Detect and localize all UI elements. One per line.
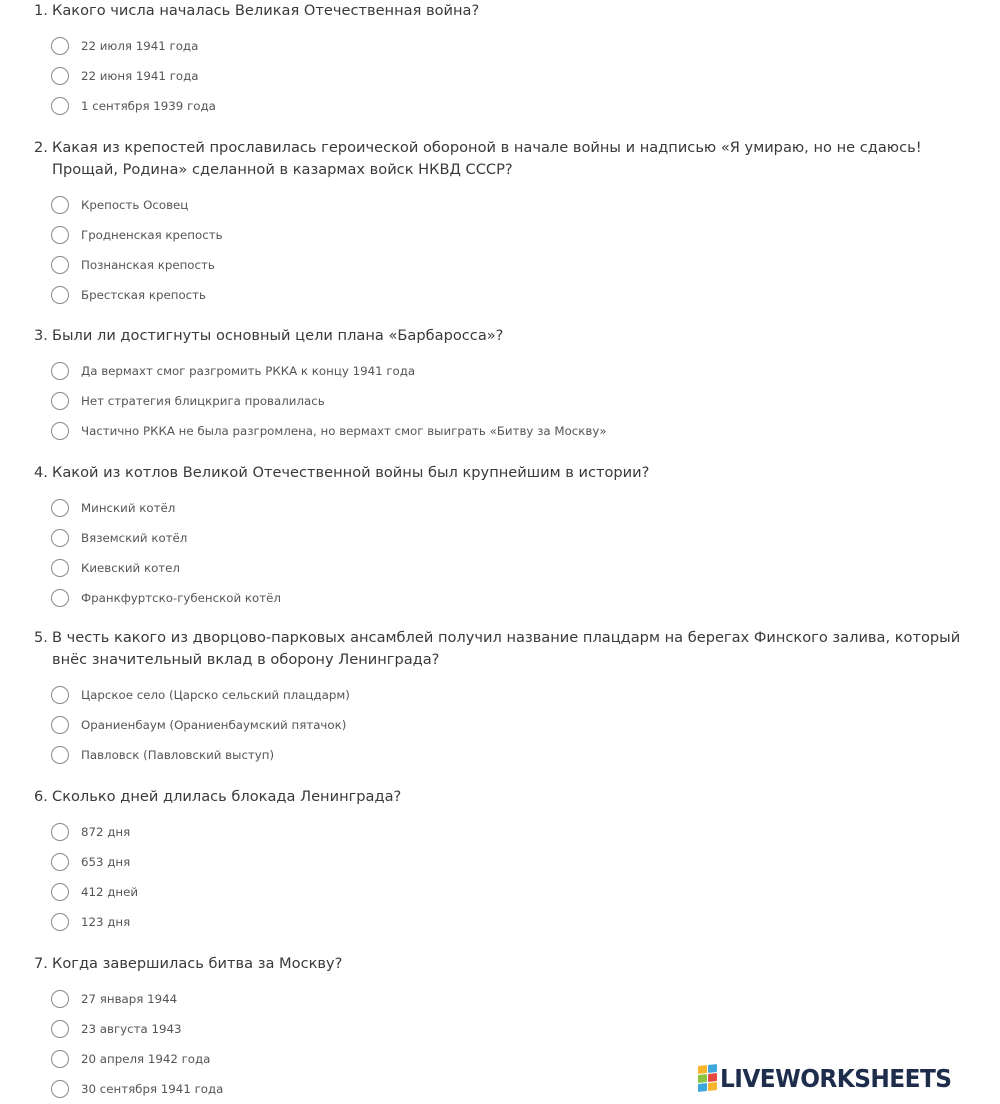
options-list <box>34 190 984 310</box>
question-number: 1. <box>34 2 48 19</box>
option[interactable] <box>34 280 984 310</box>
question-body: Сколько дней длилась блокада Ленинграда? <box>52 788 402 805</box>
option[interactable] <box>34 553 984 583</box>
option[interactable] <box>34 984 984 1014</box>
option-label: Гродненская крепость <box>81 228 223 242</box>
options-list <box>34 680 984 770</box>
option[interactable] <box>34 740 984 770</box>
question-number: 7. <box>34 955 48 972</box>
option-label: 412 дней <box>81 885 139 899</box>
option-label: Царское село (Царско сельский плацдарм) <box>81 688 350 702</box>
option[interactable] <box>34 1014 984 1044</box>
question-4 <box>34 462 984 613</box>
option-label: 123 дня <box>81 915 131 929</box>
option-label: Частично РККА не была разгромлена, но вермахт смог выиграть «Битву за Москву» <box>81 424 607 438</box>
radio-button[interactable] <box>51 226 69 244</box>
option-label: Брестская крепость <box>81 288 206 302</box>
radio-button[interactable] <box>51 67 69 85</box>
radio-button[interactable] <box>51 97 69 115</box>
option-label: 22 июля 1941 года <box>81 39 199 53</box>
option-label: 20 апреля 1942 года <box>81 1052 211 1066</box>
question-body: Какая из крепостей прославилась героической обороной в начале войны и надписью «Я умираю, но не сдаюсь! Прощай, Родина» сделанной в казармах войск НКВД СССР? <box>52 139 922 178</box>
option[interactable] <box>34 523 984 553</box>
option-label: 872 дня <box>81 825 131 839</box>
question-number: 6. <box>34 788 48 805</box>
question-body: Были ли достигнуты основный цели плана «Барбаросса»? <box>52 327 504 344</box>
radio-button[interactable] <box>51 286 69 304</box>
question-6 <box>34 786 984 937</box>
option[interactable] <box>34 680 984 710</box>
options-list <box>34 817 984 937</box>
question-text <box>34 0 984 22</box>
question-number: 5. <box>34 629 48 646</box>
radio-button[interactable] <box>51 883 69 901</box>
option-label: Павловск (Павловский выступ) <box>81 748 275 762</box>
options-list <box>34 493 984 613</box>
option[interactable] <box>34 356 984 386</box>
radio-button[interactable] <box>51 589 69 607</box>
option-label: Франкфуртско-губенской котёл <box>81 591 281 605</box>
option[interactable] <box>34 91 984 121</box>
question-body: Какой из котлов Великой Отечественной войны был крупнейшим в истории? <box>52 464 650 481</box>
radio-button[interactable] <box>51 196 69 214</box>
question-text <box>34 953 984 975</box>
question-body: Какого числа началась Великая Отечественная война? <box>52 2 480 19</box>
question-1 <box>34 0 984 121</box>
option-label: 653 дня <box>81 855 131 869</box>
option-label: Крепость Осовец <box>81 198 189 212</box>
question-body: Когда завершилась битва за Москву? <box>52 955 343 972</box>
option[interactable] <box>34 416 984 446</box>
radio-button[interactable] <box>51 37 69 55</box>
logo-text: LIVEWORKSHEETS <box>720 1063 952 1093</box>
liveworksheets-logo <box>698 1062 969 1094</box>
question-5 <box>34 627 984 770</box>
radio-button[interactable] <box>51 422 69 440</box>
radio-button[interactable] <box>51 1050 69 1068</box>
radio-button[interactable] <box>51 1080 69 1098</box>
option[interactable] <box>34 220 984 250</box>
question-number: 2. <box>34 139 48 156</box>
radio-button[interactable] <box>51 392 69 410</box>
radio-button[interactable] <box>51 1020 69 1038</box>
option-label: Да вермахт смог разгромить РККА к концу 1941 года <box>81 364 416 378</box>
option[interactable] <box>34 710 984 740</box>
question-body: В честь какого из дворцово-парковых ансамблей получил название плацдарм на берегах Финского залива, который внёс значительный вклад в оборону Ленинграда? <box>52 629 961 668</box>
options-list <box>34 31 984 121</box>
option[interactable] <box>34 817 984 847</box>
radio-button[interactable] <box>51 853 69 871</box>
option-label: 1 сентября 1939 года <box>81 99 216 113</box>
options-list <box>34 356 984 446</box>
question-3 <box>34 325 984 446</box>
option[interactable] <box>34 61 984 91</box>
option[interactable] <box>34 583 984 613</box>
radio-button[interactable] <box>51 256 69 274</box>
radio-button[interactable] <box>51 716 69 734</box>
question-number: 3. <box>34 327 48 344</box>
option[interactable] <box>34 847 984 877</box>
radio-button[interactable] <box>51 686 69 704</box>
option[interactable] <box>34 31 984 61</box>
radio-button[interactable] <box>51 529 69 547</box>
option-label: Минский котёл <box>81 501 176 515</box>
radio-button[interactable] <box>51 499 69 517</box>
radio-button[interactable] <box>51 559 69 577</box>
option-label: Нет стратегия блицкрига провалилась <box>81 394 325 408</box>
question-text <box>34 462 984 484</box>
radio-button[interactable] <box>51 362 69 380</box>
option-label: 22 июня 1941 года <box>81 69 199 83</box>
option[interactable] <box>34 386 984 416</box>
question-text <box>34 325 984 347</box>
option[interactable] <box>34 877 984 907</box>
option-label: Познанская крепость <box>81 258 215 272</box>
option[interactable] <box>34 250 984 280</box>
question-text <box>34 786 984 808</box>
radio-button[interactable] <box>51 913 69 931</box>
question-text <box>34 627 984 671</box>
question-number: 4. <box>34 464 48 481</box>
option-label: 27 января 1944 <box>81 992 178 1006</box>
question-text <box>34 137 984 181</box>
option-label: Киевский котел <box>81 561 180 575</box>
radio-button[interactable] <box>51 990 69 1008</box>
option-label: Ораниенбаум (Ораниенбаумский пятачок) <box>81 718 347 732</box>
radio-button[interactable] <box>51 746 69 764</box>
option[interactable] <box>34 190 984 220</box>
option-label: 23 августа 1943 <box>81 1022 182 1036</box>
option[interactable] <box>34 493 984 523</box>
option-label: Вяземский котёл <box>81 531 188 545</box>
option[interactable] <box>34 907 984 937</box>
logo-blocks-icon <box>698 1064 717 1092</box>
radio-button[interactable] <box>51 823 69 841</box>
option-label: 30 сентября 1941 года <box>81 1082 224 1096</box>
question-2 <box>34 137 984 310</box>
